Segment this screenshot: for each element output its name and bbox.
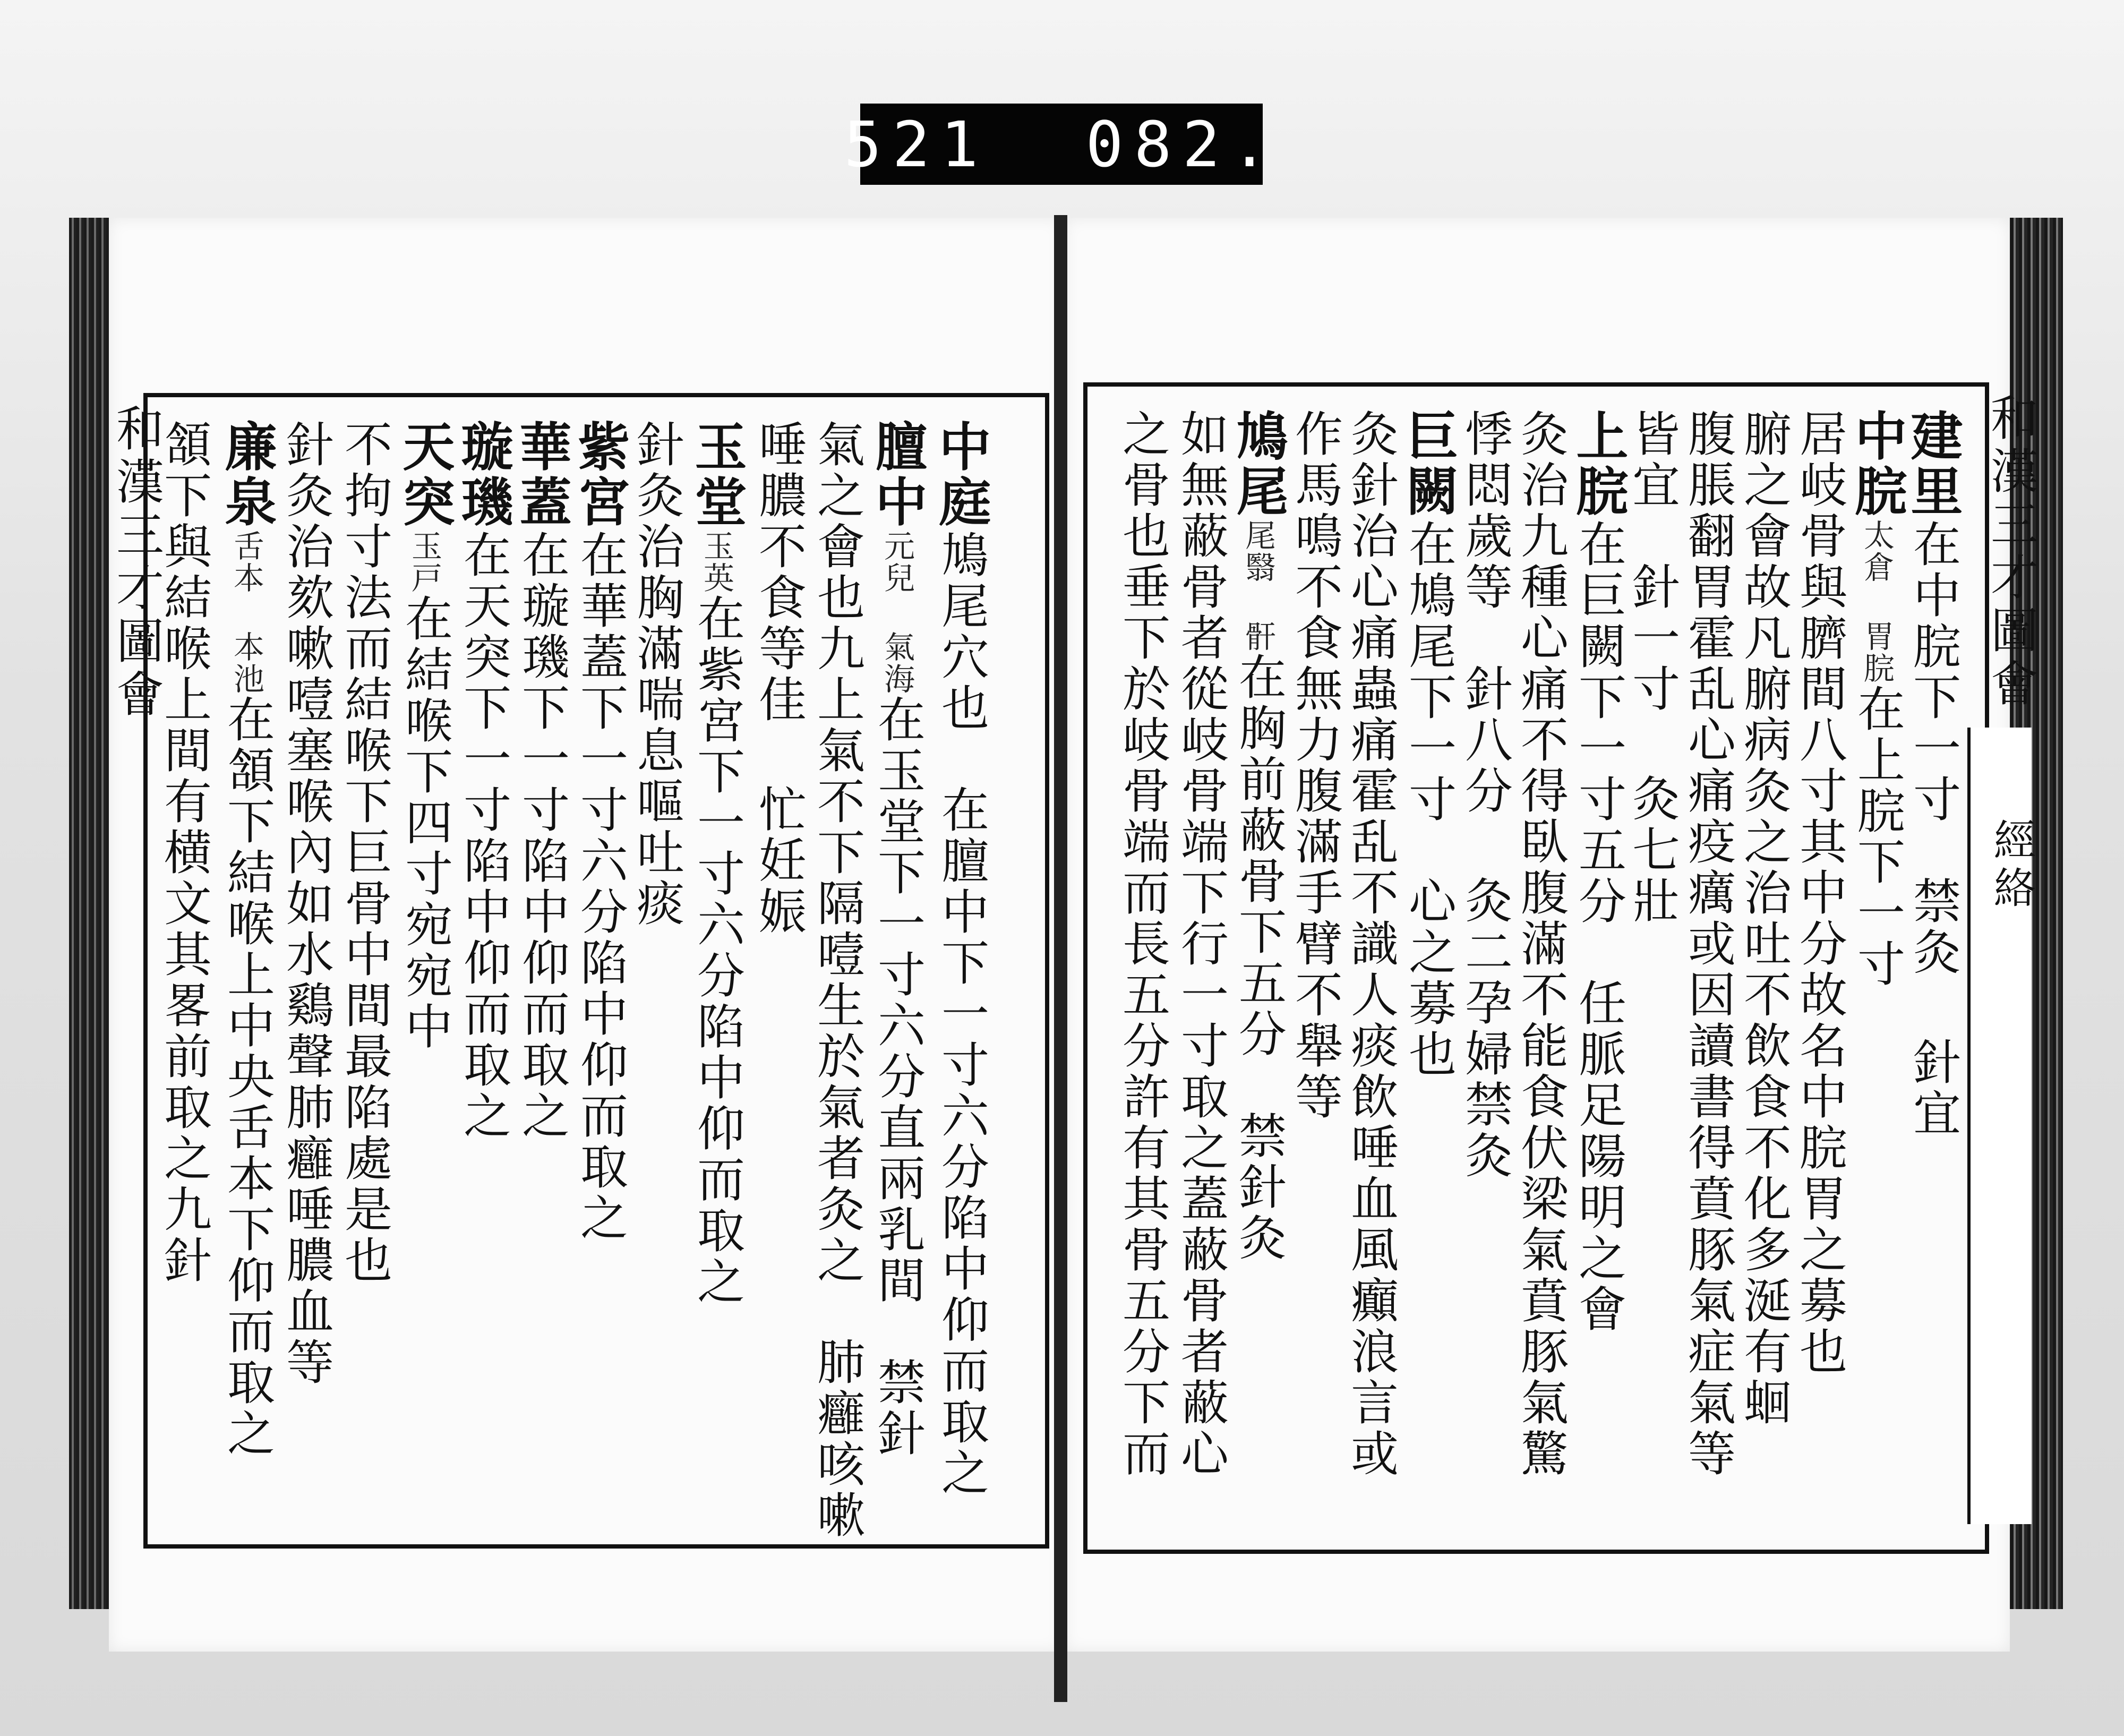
right-col-7: [1568, 409, 1629, 1529]
entry-text: 腑之會故凡腑病灸之治吐不飲食不化多涎有蛔: [1735, 409, 1791, 1429]
entry-head: 中庭: [930, 420, 991, 530]
entry-text: 腹脹翻胃霍乱心痛疫癘或因讀書得賁豚氣症氣等: [1680, 409, 1735, 1480]
entry-text: 在鳩尾下一寸 心之募也: [1400, 519, 1456, 1080]
right-col-5: [1680, 409, 1735, 1529]
entry-head: 建里: [1902, 409, 1963, 519]
entry-note: 元兒 氣海: [879, 530, 915, 695]
left-col-9: [452, 420, 513, 1524]
right-col-2: [1846, 409, 1907, 1529]
entry-text: 灸治九種心痛不得臥腹滿不能食伏梁氣賁豚氣驚: [1512, 409, 1568, 1480]
left-col-5: [686, 420, 747, 1524]
entry-text: 居岐骨與臍間八寸其中分故名中脘胃之募也: [1791, 409, 1847, 1378]
entry-head: 璇璣: [452, 420, 513, 530]
entry-text: 在天突下一寸陷中仰而取之: [455, 530, 511, 1142]
entry-head: 玉堂: [686, 420, 747, 530]
right-col-1: [1902, 409, 1963, 1529]
entry-text: 氣之會也九上氣不下隔噎生於氣者灸之 肺癰咳嗽: [809, 420, 864, 1541]
entry-text: 針灸治欬嗽噎塞喉內如水鷄聲肺癰唾膿血等: [278, 420, 333, 1388]
entry-text: 在中脘下一寸 禁灸 針宜: [1905, 519, 1960, 1139]
entry-text: 在巨闕下一寸五分 任脈足陽明之會: [1570, 519, 1626, 1335]
entry-text: 在紫宮下一寸六分陷中仰而取之: [689, 594, 744, 1307]
entry-head: 廉泉: [216, 420, 277, 530]
right-col-9: [1457, 409, 1512, 1529]
entry-text: 在璇璣下一寸陷中仰而取之: [513, 530, 569, 1142]
entry-text: 不拘寸法而結喉下巨骨中間最陷處是也: [336, 420, 392, 1286]
left-col-10: [394, 420, 455, 1524]
right-col-6: [1624, 409, 1680, 1529]
entry-text: 唾膿不食等佳 忙妊娠: [750, 420, 806, 937]
entry-head: 膻中: [867, 420, 928, 530]
left-spine-title: 和漢三才圖會: [108, 404, 164, 722]
left-col-6: [628, 420, 684, 1524]
left-col-12: [278, 420, 333, 1524]
entry-note: 太倉 胃脘: [1858, 519, 1895, 684]
entry-text: 如無蔽骨者從岐骨端下行一寸取之蓋蔽骨者蔽心: [1172, 409, 1228, 1480]
left-col-8: [511, 420, 572, 1524]
right-col-13: [1228, 409, 1289, 1529]
entry-text: 在結喉下四寸宛宛中: [397, 594, 452, 1053]
left-col-3: [809, 420, 864, 1541]
entry-head: 天突: [394, 420, 455, 530]
right-col-3: [1791, 409, 1847, 1529]
book-spine: [1054, 215, 1067, 1702]
left-col-4: [750, 420, 806, 1524]
entry-text: 針灸治胸滿喘息嘔吐痰: [628, 420, 684, 929]
microfilm-number-label: 521 082.: [860, 104, 1263, 185]
entry-text: 悸悶歲等 針八分 灸二孕婦禁灸: [1457, 409, 1512, 1182]
entry-text: 在上脘下一寸: [1849, 684, 1905, 990]
entry-head: 巨闕: [1398, 409, 1459, 519]
entry-text: 鳩尾穴也 在膻中下一寸六分陷中仰而取之: [933, 530, 989, 1499]
entry-note: 玉戸: [406, 530, 442, 594]
left-col-13: [216, 420, 277, 1524]
entry-note: 玉英: [698, 530, 734, 594]
right-col-12: [1287, 409, 1342, 1529]
right-col-15: [1114, 409, 1170, 1529]
entry-head: 紫宮: [569, 420, 630, 530]
right-margin-label: 經絡: [1986, 818, 2036, 913]
left-col-1: [930, 420, 991, 1524]
entry-text: 皆宜 針一寸 灸七壯: [1624, 409, 1680, 927]
right-col-11: [1342, 409, 1398, 1529]
entry-text: 在玉堂下一寸六分直兩乳間 禁針: [869, 695, 925, 1459]
entry-text: 頷下與結喉上間有横文其畧前取之九針: [156, 420, 211, 1286]
left-col-2: [867, 420, 928, 1524]
entry-head: 鳩尾: [1228, 409, 1289, 519]
entry-text: 在頷下結喉上中央舌本下仰而取之: [219, 695, 275, 1459]
right-spine-title: 和漢三才圖會: [1982, 393, 2038, 712]
left-col-11: [336, 420, 392, 1524]
entry-head: 華蓋: [511, 420, 572, 530]
entry-note: 尾翳 骭: [1240, 519, 1276, 652]
entry-text: 在華蓋下一寸六分陷中仰而取之: [572, 530, 628, 1244]
entry-text: 灸針治心痛蟲痛霍乱不識人痰飲唾血風癲浪言或: [1342, 409, 1398, 1480]
entry-text: 在胸前蔽骨下五分 禁針灸: [1230, 652, 1286, 1264]
right-col-8: [1512, 409, 1568, 1529]
right-col-4: [1735, 409, 1791, 1529]
entry-text: 之骨也垂下於岐骨端而長五分許有其骨五分下而: [1114, 409, 1170, 1480]
left-col-14: [156, 420, 211, 1524]
entry-note: 舌本 本池: [228, 530, 264, 695]
entry-text: 作馬鳴不食無力腹滿手臂不舉等: [1287, 409, 1342, 1123]
entry-head: 上脘: [1568, 409, 1629, 519]
entry-head: 中脘: [1846, 409, 1907, 519]
left-col-7: [569, 420, 630, 1524]
right-col-10: [1398, 409, 1459, 1529]
right-col-14: [1172, 409, 1228, 1529]
